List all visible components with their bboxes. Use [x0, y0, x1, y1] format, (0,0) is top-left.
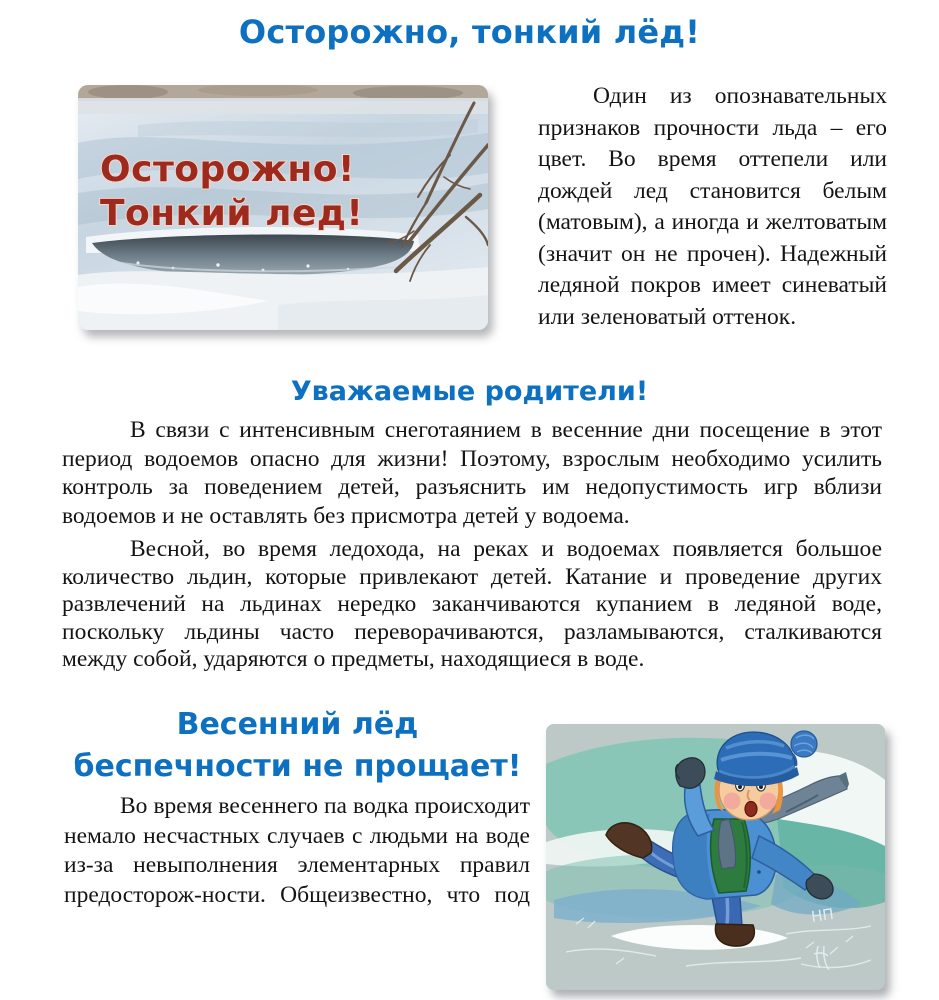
snow-foreground [78, 267, 488, 330]
parents-heading: Уважаемые родители! [290, 376, 649, 407]
slipping-child-cartoon [546, 724, 885, 990]
spring-ice-heading-line1: Весенний лёд [176, 707, 419, 742]
open-mouth [745, 802, 757, 817]
ice-color-paragraph: Один из опознавательных признаков прочности льда – его цвет. Во время оттепели или дождей лед становится белым (матовым), а иногда и желтоватым (значит он не прочен). Надежный ледяной покров имеет синеватый или зеленоватый оттенок. [538, 83, 887, 330]
spring-ice-heading [35, 704, 560, 788]
parents-paragraph-2: Весной, во время ледохода, на реках и водоемах появляется большое количество льдин, которые привлекают детей. Катание и проведение других развлечений на льдинах нередко заканчиваются купанием в ледяной воде, поскольку льдины часто переворачиваются, разламываются, сталкиваются между собой, ударяются о предметы, находящиеся в воде. [62, 536, 882, 672]
parents-paragraph-1: В связи с интенсивным снеготаянием в весенние дни посещение в этот период водоемов опасно для жизни! Поэтому, взрослым необходимо усилить контроль за поведением детей, разъяснить им недопустимость игр вблизи водоемов и не оставлять без присмотра детей у водоема. [62, 417, 882, 529]
thin-ice-photo [78, 85, 488, 330]
photo-warning-line2: Тонкий лед! [100, 193, 364, 234]
artist-signature: НП [810, 904, 835, 926]
spring-paragraph: Во время весеннего па водка происходит немало несчастных случаев с людьми на воде из-за невыполнения элементарных правил предосторож-ности. Общеизвестно, что под [64, 793, 530, 908]
thin-ice-photo-graphic [78, 85, 488, 330]
photo-warning-line1: Осторожно! [100, 149, 355, 190]
left-mitten [676, 758, 705, 788]
spring-ice-heading-line2: беспечности не прощает! [73, 749, 522, 784]
slipping-child-graphic [546, 724, 885, 990]
page-title: Осторожно, тонкий лёд! [238, 13, 701, 51]
